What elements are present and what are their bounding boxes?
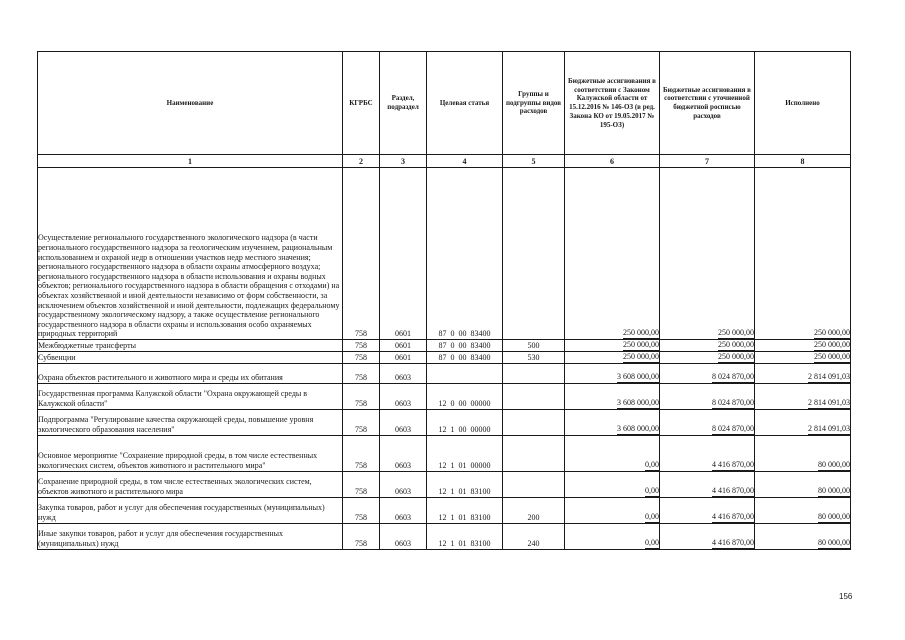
row-value-law: 3 608 000,00 (617, 371, 659, 381)
header-razdel: Раздел, подраздел (380, 52, 427, 155)
row-razdel: 0603 (380, 497, 427, 523)
table-row (38, 497, 851, 523)
row-target: 87 0 00 83400 (427, 168, 503, 340)
row-kgrbs: 758 (343, 363, 380, 383)
table-row (38, 435, 851, 471)
header-groups: Группы и подгруппы видов расходов (503, 52, 565, 155)
row-value-law: 0,00 (645, 537, 659, 547)
header-assign-law: Бюджетные ассигнования в соответствии с Законом Калужской области от 15.12.2016 № 146-ОЗ (в ред. Закона КО от 19.05.2017 № 195-ОЗ) (565, 52, 660, 155)
row-group (503, 471, 565, 497)
row-group (503, 435, 565, 471)
header-assign-refined: Бюджетные ассигнования в соответствии с уточненной бюджетной росписью расходов (660, 52, 755, 155)
row-value-law: 3 608 000,00 (617, 423, 659, 433)
row-group: 500 (503, 340, 565, 352)
row-kgrbs: 758 (343, 383, 380, 409)
row-group (503, 383, 565, 409)
table-row (38, 351, 851, 363)
col-number: 5 (503, 155, 565, 168)
table-row (38, 168, 851, 340)
row-name: Межбюджетные трансферты (38, 340, 343, 352)
table-row (38, 409, 851, 435)
row-value-refined: 4 416 870,00 (712, 511, 754, 521)
row-name: Субвенции (38, 351, 343, 363)
row-value-refined: 250 000,00 (718, 351, 754, 361)
row-value-executed: 2 814 091,03 (808, 423, 850, 433)
row-kgrbs: 758 (343, 340, 380, 352)
row-value-refined: 4 416 870,00 (712, 459, 754, 469)
row-razdel: 0603 (380, 523, 427, 549)
row-target: 12 1 01 00000 (427, 435, 503, 471)
row-value-law: 3 608 000,00 (617, 397, 659, 407)
row-value-refined: 8 024 870,00 (712, 423, 754, 433)
row-name: Закупка товаров, работ и услуг для обеспечения государственных (муниципальных) нужд (38, 497, 343, 523)
row-value-refined: 4 416 870,00 (712, 537, 754, 547)
row-value-executed: 250 000,00 (814, 328, 850, 338)
row-value-refined: 8 024 870,00 (712, 371, 754, 381)
page-number: 156 (839, 592, 853, 601)
row-group: 240 (503, 523, 565, 549)
row-group (503, 168, 565, 340)
row-value-law: 250 000,00 (623, 328, 659, 338)
row-razdel: 0601 (380, 351, 427, 363)
row-value-law: 0,00 (645, 459, 659, 469)
row-value-refined: 4 416 870,00 (712, 485, 754, 495)
budget-table (37, 51, 851, 550)
col-number: 7 (660, 155, 755, 168)
row-group: 200 (503, 497, 565, 523)
row-name: Государственная программа Калужской области "Охрана окружающей среды в Калужской области" (38, 383, 343, 409)
header-target: Целевая статья (427, 52, 503, 155)
row-kgrbs: 758 (343, 471, 380, 497)
row-target: 12 0 00 00000 (427, 383, 503, 409)
row-name: Основное мероприятие "Сохранение природной среды, в том числе естественных экологических систем, объектов животного и растительного мира" (38, 435, 343, 471)
row-value-law: 0,00 (645, 485, 659, 495)
row-value-executed: 80 000,00 (818, 537, 850, 547)
row-group: 530 (503, 351, 565, 363)
row-value-executed: 80 000,00 (818, 511, 850, 521)
row-target: 12 1 00 00000 (427, 409, 503, 435)
row-target: 87 0 00 83400 (427, 351, 503, 363)
header-kgrbs: КГРБС (343, 52, 380, 155)
row-kgrbs: 758 (343, 523, 380, 549)
table-row (38, 363, 851, 383)
row-target: 87 0 00 83400 (427, 340, 503, 352)
row-razdel: 0603 (380, 435, 427, 471)
row-kgrbs: 758 (343, 409, 380, 435)
row-razdel: 0603 (380, 409, 427, 435)
row-value-law: 250 000,00 (623, 351, 659, 361)
row-razdel: 0603 (380, 383, 427, 409)
row-name: Сохранение природной среды, в том числе естественных экологических систем, объектов животного и растительного мира (38, 471, 343, 497)
col-number: 4 (427, 155, 503, 168)
row-value-refined: 250 000,00 (718, 340, 754, 349)
row-razdel: 0601 (380, 340, 427, 352)
row-target: 12 1 01 83100 (427, 523, 503, 549)
row-name: Охрана объектов растительного и животного мира и среды их обитания (38, 363, 343, 383)
row-value-law: 0,00 (645, 511, 659, 521)
row-value-executed: 80 000,00 (818, 459, 850, 469)
row-value-law: 250 000,00 (623, 340, 659, 349)
row-value-executed: 250 000,00 (814, 351, 850, 361)
row-name: Осуществление регионального государственного экологического надзора (в части регионального государственного надзора за геологическим изучением, рациональным использованием и охраной недр в отношении участков недр местного значения; регионального государственного надзора в области охраны атмосферного воздуха; регионального государственного надзора в области использования и охраны водных объектов; регионального государственного надзора в области обращения с отходами) на объектах хозяйственной и иной деятельности независимо от форм собственности, за исключением объектов хозяйственной и иной деятельности, подлежащих федеральному государственному экологическому надзору, а также осуществление регионального государственного надзора в области охраны и использования особо охраняемых природных территорий (38, 168, 343, 340)
header-name: Наименование (38, 52, 343, 155)
table-row (38, 340, 851, 352)
row-razdel: 0603 (380, 363, 427, 383)
row-kgrbs: 758 (343, 168, 380, 340)
row-target: 12 1 01 83100 (427, 471, 503, 497)
col-number: 8 (755, 155, 851, 168)
row-group (503, 409, 565, 435)
col-number: 6 (565, 155, 660, 168)
row-kgrbs: 758 (343, 351, 380, 363)
col-number: 2 (343, 155, 380, 168)
row-kgrbs: 758 (343, 497, 380, 523)
header-executed: Исполнено (755, 52, 851, 155)
row-value-refined: 8 024 870,00 (712, 397, 754, 407)
row-razdel: 0603 (380, 471, 427, 497)
col-number: 1 (38, 155, 343, 168)
col-number: 3 (380, 155, 427, 168)
table-row (38, 471, 851, 497)
row-value-executed: 80 000,00 (818, 485, 850, 495)
row-kgrbs: 758 (343, 435, 380, 471)
row-razdel: 0601 (380, 168, 427, 340)
row-value-refined: 250 000,00 (718, 328, 754, 338)
row-name: Иные закупки товаров, работ и услуг для обеспечения государственных (муниципальных) нужд (38, 523, 343, 549)
row-name: Подпрограмма "Регулирование качества окружающей среды, повышение уровня экологического образования населения" (38, 409, 343, 435)
table-row (38, 523, 851, 549)
row-value-executed: 2 814 091,03 (808, 371, 850, 381)
row-value-executed: 2 814 091,03 (808, 397, 850, 407)
table-row (38, 383, 851, 409)
row-target: 12 1 01 83100 (427, 497, 503, 523)
row-target (427, 363, 503, 383)
row-value-executed: 250 000,00 (814, 340, 850, 349)
row-group (503, 363, 565, 383)
